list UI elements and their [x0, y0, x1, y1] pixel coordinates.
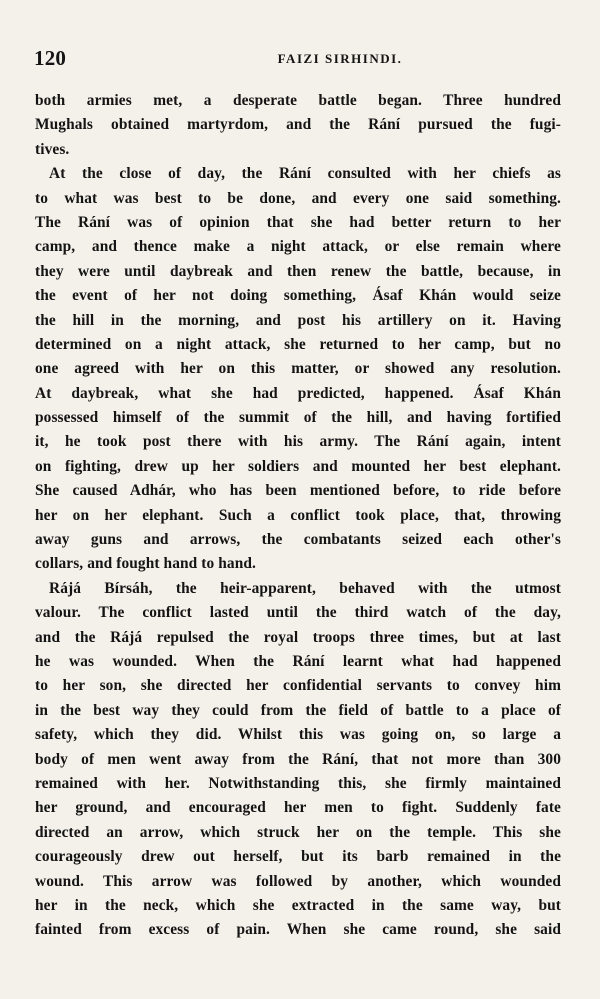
- text-line: tives.: [35, 140, 70, 158]
- text-line: valour. The conflict lasted until the third watch of the day,: [35, 604, 561, 622]
- text-line: At daybreak, what she had predicted, happened. Ásaf Khán: [35, 384, 561, 402]
- text-line: At the close of day, the Rání consulted with her chiefs as: [49, 165, 561, 183]
- text-line: both armies met, a desperate battle began. Three hundred: [35, 92, 561, 109]
- text-line: on fighting, drew up her soldiers and mounted her best elephant.: [35, 457, 561, 475]
- running-head: FAIZI SIRHINDI.: [277, 51, 403, 66]
- text-line: in the best way they could from the field of battle to a place of: [35, 701, 561, 719]
- text-line: courageously drew out herself, but its barb remained in the: [35, 848, 561, 866]
- text-line: She caused Adhár, who has been mentioned before, to ride before: [35, 482, 561, 500]
- text-line: determined on a night attack, she returned to her camp, but no: [35, 335, 561, 353]
- text-line: remained with her. Notwithstanding this, she firmly maintained: [35, 774, 561, 792]
- text-line: and the Rájá repulsed the royal troops three times, but at last: [35, 628, 561, 646]
- text-line: The Rání was of opinion that she had better return to her: [35, 213, 561, 231]
- text-line: safety, which they did. Whilst this was going on, so large a: [35, 726, 561, 744]
- text-line: away guns and arrows, the combatants seized each other's: [35, 531, 561, 549]
- text-line: Mughals obtained martyrdom, and the Rání pursued the fugi-: [35, 116, 561, 134]
- text-line: to what was best to be done, and every one said something.: [35, 189, 561, 207]
- text-line: the hill in the morning, and post his artillery on it. Having: [35, 311, 561, 329]
- text-line: fainted from excess of pain. When she came round, she said: [35, 921, 561, 939]
- page-header: [34, 46, 562, 74]
- text-line: her ground, and encouraged her men to fight. Suddenly fate: [35, 799, 561, 817]
- text-line: her in the neck, which she extracted in the same way, but: [35, 896, 561, 914]
- text-line: wound. This arrow was followed by another, which wounded: [35, 872, 561, 890]
- text-line: the event of her not doing something, Ásaf Khán would seize: [35, 287, 561, 305]
- text-line: one agreed with her on this matter, or showed any resolution.: [35, 360, 561, 378]
- text-line: body of men went away from the Rání, that not more than 300: [35, 750, 561, 768]
- text-line: her on her elephant. Such a conflict took place, that, throwing: [35, 506, 561, 524]
- text-line: he was wounded. When the Rání learnt what had happened: [35, 652, 561, 670]
- text-line: to her son, she directed her confidential servants to convey him: [35, 677, 561, 695]
- text-line: they were until daybreak and then renew the battle, because, in: [35, 262, 561, 280]
- text-line: directed an arrow, which struck her on the temple. This she: [35, 823, 561, 841]
- text-line: it, he took post there with his army. The Rání again, intent: [35, 433, 561, 451]
- text-line: collars, and fought hand to hand.: [35, 555, 256, 573]
- body-text: [35, 89, 561, 943]
- text-line: possessed himself of the summit of the hill, and having fortified: [35, 409, 561, 427]
- text-line: Rájá Bírsáh, the heir-apparent, behaved with the utmost: [49, 579, 561, 597]
- page-number: 120: [34, 46, 67, 70]
- text-line: camp, and thence make a night attack, or else remain where: [35, 238, 561, 256]
